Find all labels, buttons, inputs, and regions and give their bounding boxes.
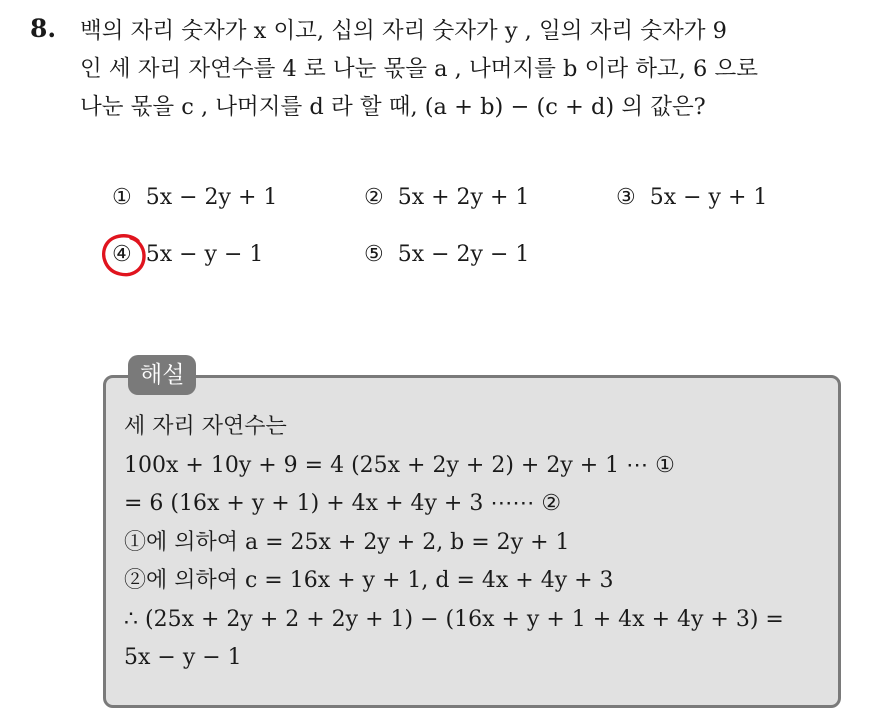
question-line: 백의 자리 숫자가 x 이고, 십의 자리 숫자가 y , 일의 자리 숫자가 9: [80, 18, 727, 44]
solution-line: ②에 의하여 c = 16x + y + 1, d = 4x + 4y + 3: [124, 568, 614, 593]
question-line: 인 세 자리 자연수를 4 로 나눈 몫을 a , 나머지를 b 이라 하고, 6 으로: [80, 56, 758, 82]
solution-line: 5x − y − 1: [124, 645, 242, 670]
solution-tab: 해설: [128, 355, 196, 395]
choice-text: 5x + 2y + 1: [397, 185, 530, 210]
answer-mark-circle-icon: [98, 229, 150, 281]
choice-1[interactable]: [112, 185, 277, 210]
choice-text: 5x − y − 1: [145, 242, 264, 267]
solution-line: ∴ (25x + 2y + 2 + 2y + 1) − (16x + y + 1 + 4x + 4y + 3) =: [124, 606, 784, 632]
choice-text: 5x − 2y − 1: [397, 242, 530, 267]
choice-number: ④: [112, 242, 132, 267]
choice-text: 5x − y + 1: [649, 185, 768, 210]
solution-body: [124, 408, 834, 678]
choice-number: ②: [364, 185, 384, 210]
question-line: 나눈 몫을 c , 나머지를 d 라 할 때, (a + b) − (c + d) 의 값은?: [80, 94, 706, 120]
choice-number: ③: [616, 185, 636, 210]
solution-line: ①에 의하여 a = 25x + 2y + 2, b = 2y + 1: [124, 529, 570, 555]
solution-line: = 6 (16x + y + 1) + 4x + 4y + 3 ⋯⋯ ②: [124, 491, 562, 516]
question-text: [80, 12, 870, 126]
choice-5[interactable]: [364, 242, 529, 267]
choice-3[interactable]: [616, 185, 767, 210]
question-number: 8.: [30, 14, 57, 43]
choice-number: ⑤: [364, 242, 384, 267]
choice-2[interactable]: [364, 185, 529, 210]
solution-line: 100x + 10y + 9 = 4 (25x + 2y + 2) + 2y + 1 ⋯ ①: [124, 452, 675, 478]
choice-number: ①: [112, 185, 132, 210]
choice-text: 5x − 2y + 1: [145, 185, 278, 210]
solution-line: 세 자리 자연수는: [124, 414, 287, 439]
